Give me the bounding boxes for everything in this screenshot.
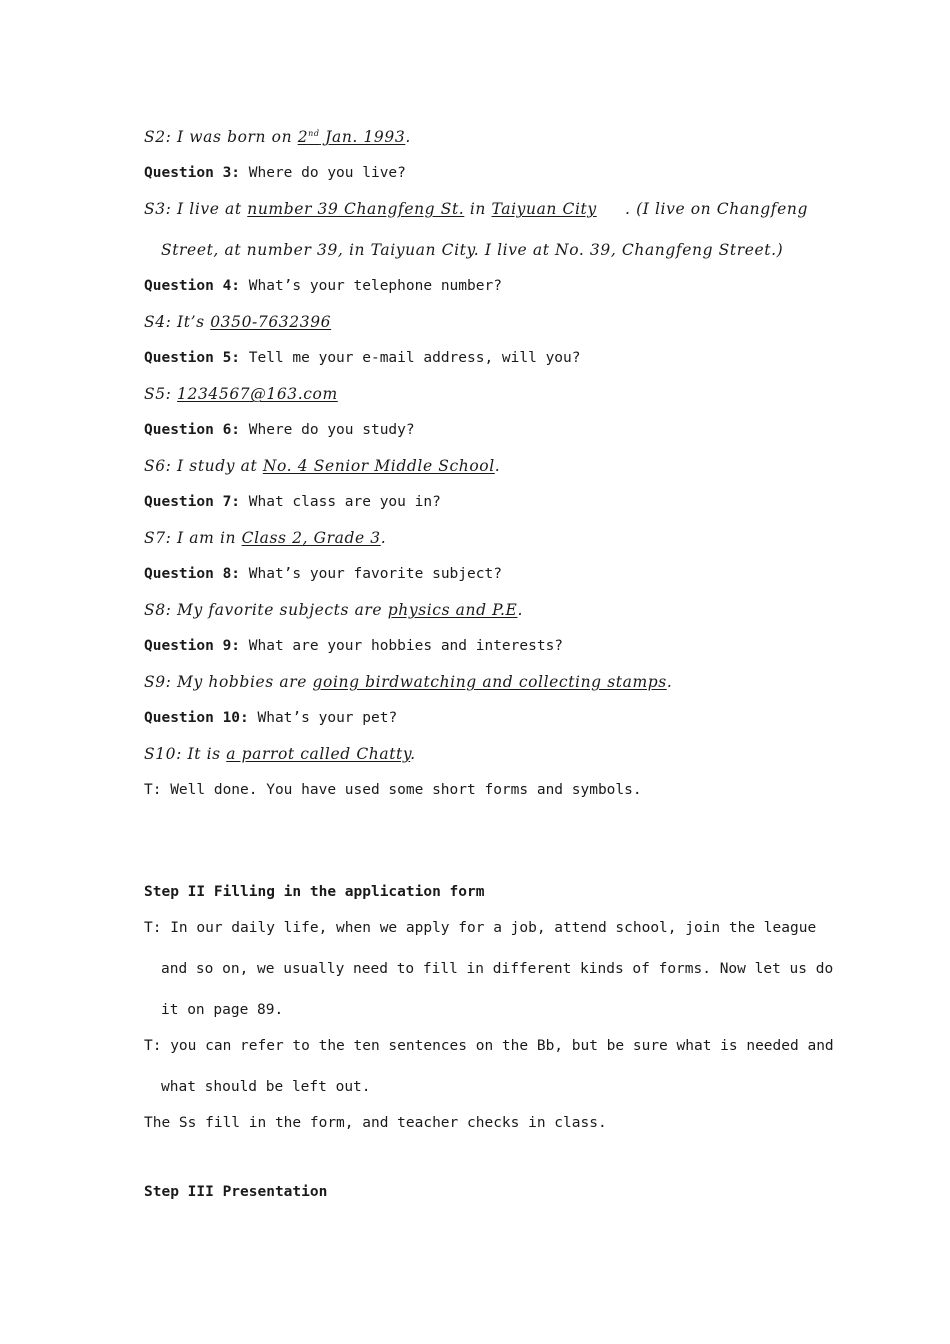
answer-s5: S5: 1234567@163.com (144, 385, 338, 403)
answer-s2: S2: I was born on 2nd Jan. 1993. (144, 128, 411, 146)
teacher-instruction-2-cont: what should be left out. (161, 1079, 371, 1095)
question-6: Question 6: Where do you study? (144, 422, 415, 438)
question-7: Question 7: What class are you in? (144, 494, 441, 510)
answer-s6: S6: I study at No. 4 Senior Middle School. (144, 457, 501, 475)
question-10: Question 10: What’s your pet? (144, 710, 398, 726)
answer-s2-date: 2nd Jan. 1993 (297, 128, 406, 146)
answer-s9: S9: My hobbies are going birdwatching and collecting stamps. (144, 673, 673, 691)
answer-s3: S3: I live at number 39 Changfeng St. in Taiyuan City . (I live on Changfeng (144, 200, 808, 218)
teacher-instruction-1-cont: and so on, we usually need to fill in different kinds of forms. Now let us do (161, 961, 834, 977)
teacher-instruction-1-end: it on page 89. (161, 1002, 284, 1018)
step-2-heading: Step II Filling in the application form (144, 884, 485, 900)
answer-s8: S8: My favorite subjects are physics and P.E. (144, 601, 524, 619)
answer-s10: S10: It is a parrot called Chatty. (144, 745, 416, 763)
question-9: Question 9: What are your hobbies and interests? (144, 638, 564, 654)
teacher-remark: T: Well done. You have used some short forms and symbols. (144, 782, 642, 798)
step-3-heading: Step III Presentation (144, 1184, 328, 1200)
answer-s3-continuation: Street, at number 39, in Taiyuan City. I live at No. 39, Changfeng Street.) (161, 241, 784, 259)
answer-s4: S4: It’s 0350-7632396 (144, 313, 332, 331)
question-5: Question 5: Tell me your e-mail address, will you? (144, 350, 581, 366)
question-8: Question 8: What’s your favorite subject? (144, 566, 502, 582)
question-4: Question 4: What’s your telephone number? (144, 278, 502, 294)
answer-s7: S7: I am in Class 2, Grade 3. (144, 529, 387, 547)
teacher-instruction-1: T: In our daily life, when we apply for a job, attend school, join the league (144, 920, 817, 936)
class-activity: The Ss fill in the form, and teacher checks in class. (144, 1115, 607, 1131)
teacher-instruction-2: T: you can refer to the ten sentences on the Bb, but be sure what is needed and (144, 1038, 834, 1054)
question-3: Question 3: Where do you live? (144, 165, 406, 181)
